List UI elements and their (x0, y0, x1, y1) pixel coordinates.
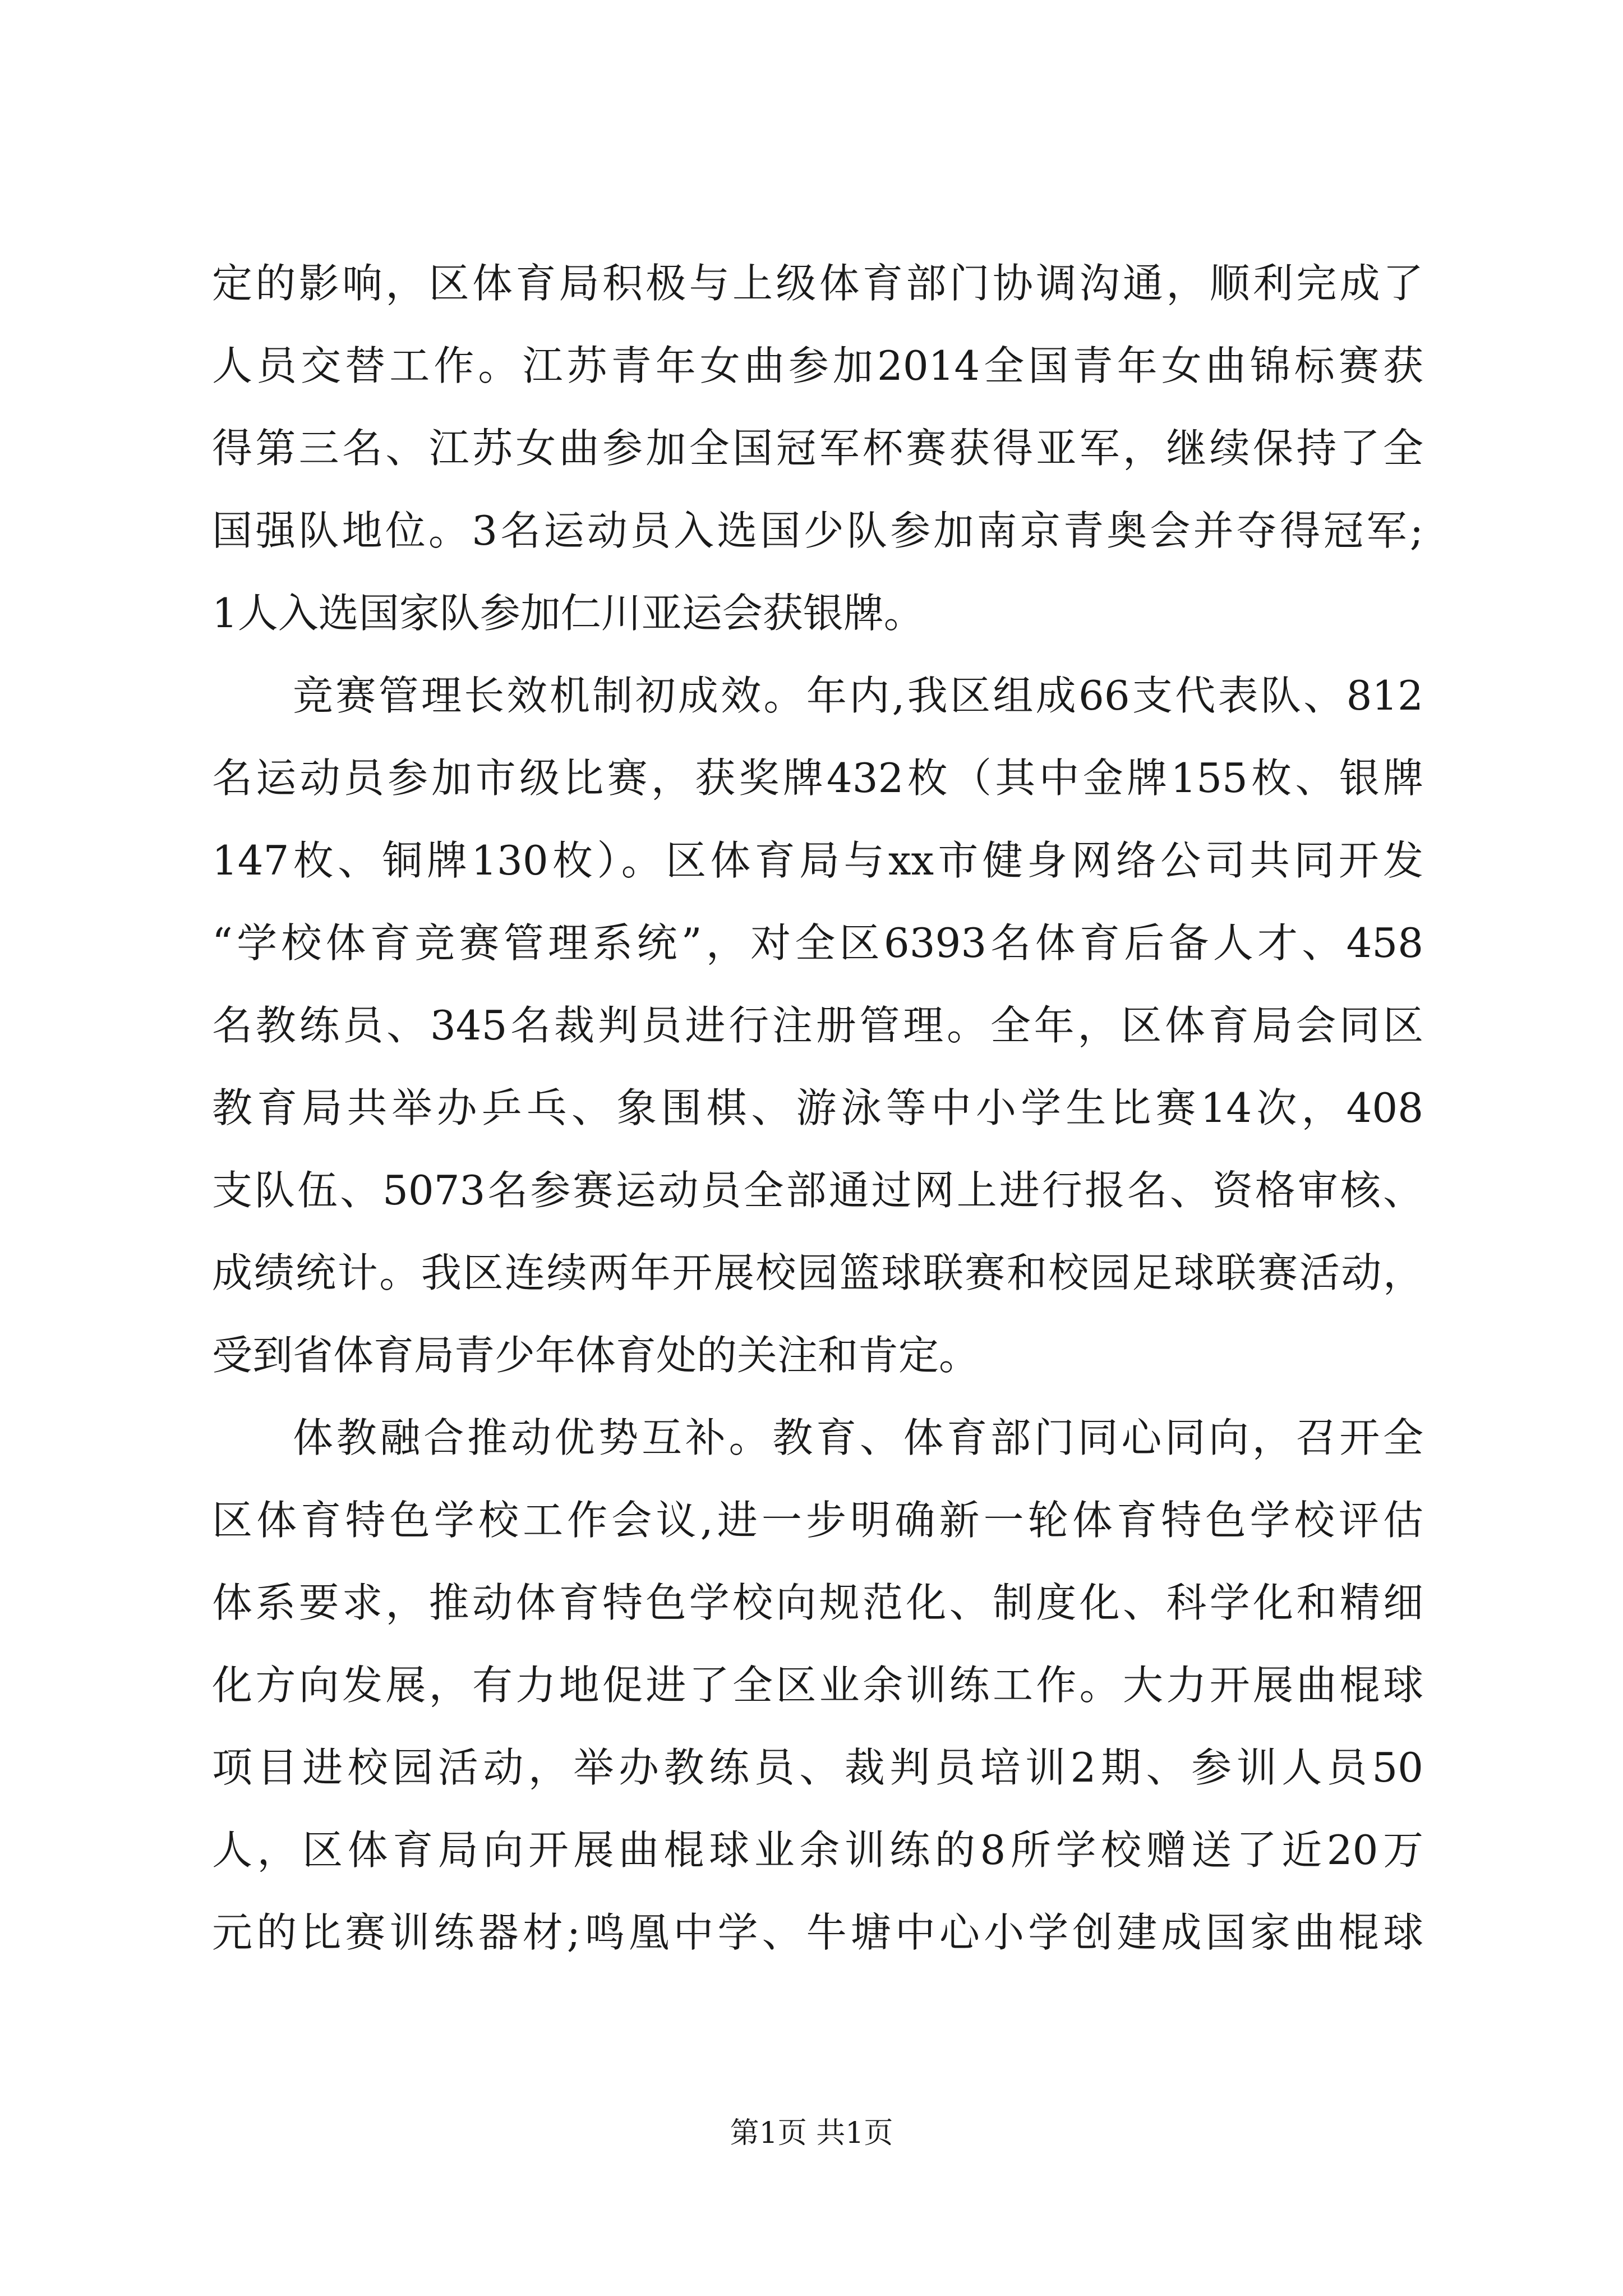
page-footer (0, 2109, 1623, 2151)
paragraph-2 (212, 655, 1423, 1397)
text-line: 名教练员、345名裁判员进行注册管理。全年，区体育局会同区 (212, 1002, 1423, 1049)
text-line: 项目进校园活动，举办教练员、裁判员培训2期、参训人员50 (212, 1744, 1423, 1791)
text-line: 国强队地位。3名运动员入选国少队参加南京青奥会并夺得冠军; (212, 507, 1423, 554)
text-line: 教育局共举办乒乓、象围棋、游泳等中小学生比赛14次，408 (212, 1084, 1423, 1131)
text-line: 1人入选国家队参加仁川亚运会获银牌。 (212, 590, 924, 637)
paragraph-1 (212, 242, 1423, 655)
text-line: 竞赛管理长效机制初成效。年内,我区组成66支代表队、812 (293, 672, 1423, 719)
text-line: 147枚、铜牌130枚）。区体育局与xx市健身网络公司共同开发 (212, 837, 1423, 884)
text-line: 人员交替工作。江苏青年女曲参加2014全国青年女曲锦标赛获 (212, 342, 1423, 389)
text-line: “学校体育竞赛管理系统”，对全区6393名体育后备人才、458 (212, 919, 1423, 967)
text-line: 元的比赛训练器材;鸣凰中学、牛塘中心小学创建成国家曲棍球 (212, 1909, 1423, 1956)
text-line: 成绩统计。我区连续两年开展校园篮球联赛和校园足球联赛活动， (212, 1249, 1423, 1296)
text-line: 化方向发展，有力地促进了全区业余训练工作。大力开展曲棍球 (212, 1662, 1423, 1709)
text-line: 支队伍、5073名参赛运动员全部通过网上进行报名、资格审核、 (212, 1167, 1423, 1214)
paragraph-3 (212, 1397, 1423, 1974)
text-line: 得第三名、江苏女曲参加全国冠军杯赛获得亚军，继续保持了全 (212, 425, 1423, 472)
text-line: 区体育特色学校工作会议,进一步明确新一轮体育特色学校评估 (212, 1497, 1423, 1544)
document-body (212, 242, 1423, 1974)
text-line: 名运动员参加市级比赛，获奖牌432枚（其中金牌155枚、银牌 (212, 754, 1423, 802)
text-line: 定的影响，区体育局积极与上级体育部门协调沟通，顺利完成了 (212, 260, 1423, 307)
text-line: 受到省体育局青少年体育处的关注和肯定。 (212, 1332, 980, 1379)
text-line: 体教融合推动优势互补。教育、体育部门同心同向，召开全 (293, 1414, 1423, 1461)
text-line: 人，区体育局向开展曲棍球业余训练的8所学校赠送了近20万 (212, 1826, 1423, 1874)
text-line: 体系要求，推动体育特色学校向规范化、制度化、科学化和精细 (212, 1579, 1423, 1626)
page-number: 第1页 共1页 (730, 2116, 893, 2150)
